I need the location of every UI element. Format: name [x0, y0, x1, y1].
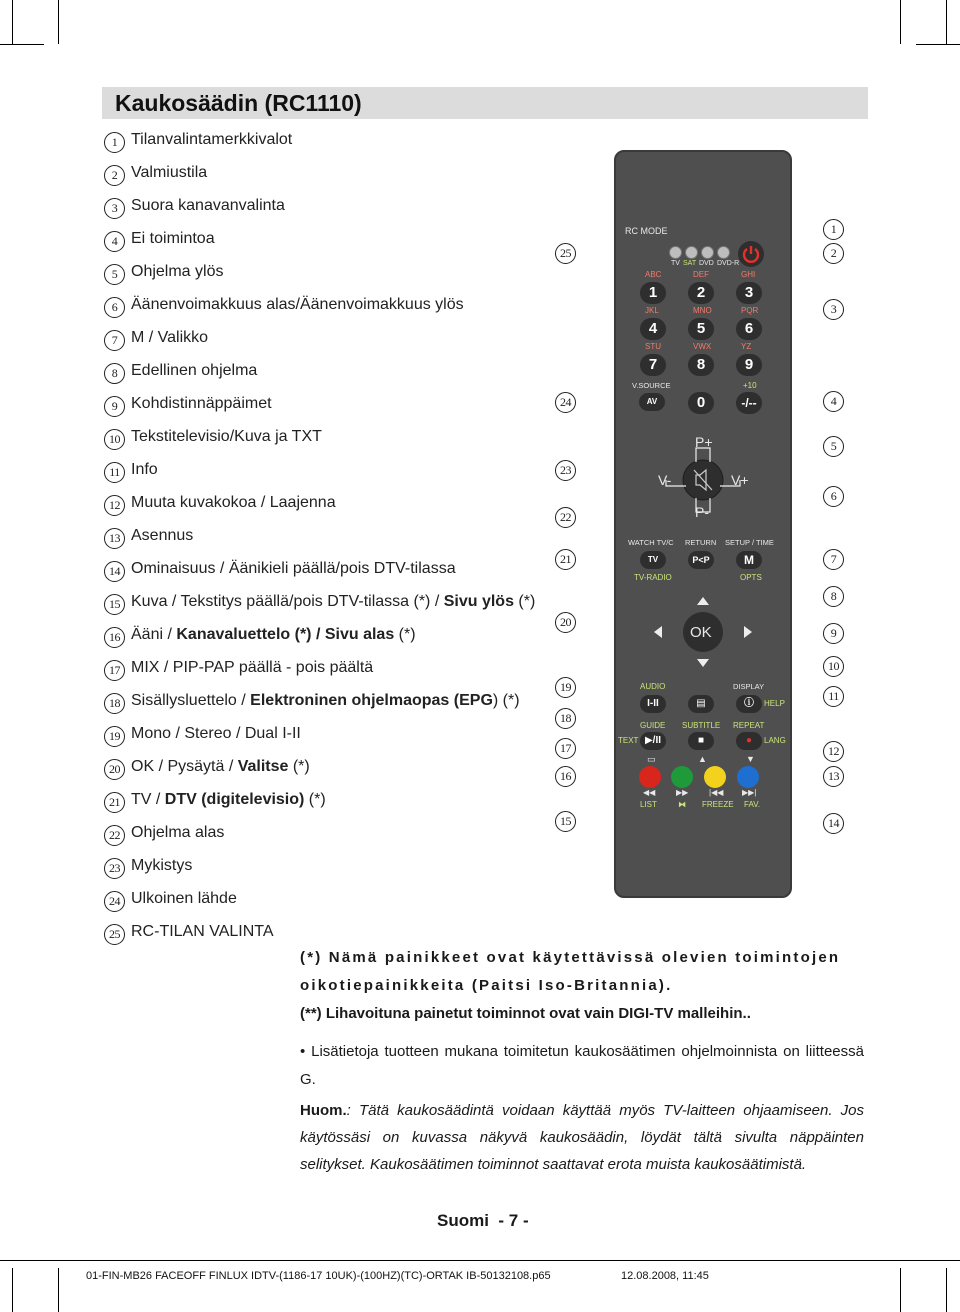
callout-number: 11 [823, 686, 844, 707]
legend-text [131, 428, 322, 446]
remote-control-image [614, 150, 792, 898]
legend-text [131, 560, 456, 578]
digit-button: 1 [640, 282, 666, 304]
legend-number: 3 [104, 198, 125, 219]
digit-button: 4 [640, 318, 666, 340]
legend-text-bold: DTV (digitelevisio) [164, 791, 305, 808]
crop-mark [12, 0, 13, 44]
legend-number: 16 [104, 627, 125, 648]
legend-text-main: Ohjelma alas [131, 824, 225, 841]
note-programming: • Lisätietoja tuotteen mukana toimitetun kaukosäätimen ohjelmoinnista on liitteessä G. [300, 1043, 864, 1088]
callout-number: 25 [555, 243, 576, 264]
key-letters-label: VWX [693, 342, 712, 351]
legend-text [131, 362, 257, 380]
legend-number: 7 [104, 330, 125, 351]
legend-item [104, 691, 554, 721]
callout-number: 2 [823, 243, 844, 264]
info-button: ⓘ [736, 695, 762, 713]
legend-item [104, 460, 554, 490]
callout-number: 6 [823, 486, 844, 507]
legend-item [104, 658, 554, 688]
legend-text-main: Ääni / [131, 626, 177, 643]
callout-number: 20 [555, 612, 576, 633]
legend-number: 8 [104, 363, 125, 384]
text-label: TEXT [618, 736, 639, 745]
yellow-button [704, 766, 726, 788]
legend-text [131, 725, 301, 743]
callout-number: 8 [823, 586, 844, 607]
legend-item [104, 196, 554, 226]
legend-text-bold: Elektroninen ohjelmaopas (EPG [250, 692, 493, 709]
legend-text-bold: Kanavaluettelo (*) / Sivu alas [176, 626, 395, 643]
p-minus-label: P- [695, 504, 709, 520]
legend-text-main: Ulkoinen lähde [131, 890, 237, 907]
legend-text [131, 494, 336, 512]
legend-item [104, 625, 554, 655]
legend-item [104, 394, 554, 424]
legend-item [104, 229, 554, 259]
legend-item [104, 493, 554, 523]
legend-text-main: Muuta kuvakokoa / Laajenna [131, 494, 336, 511]
i-ii-button: I-II [640, 695, 666, 713]
vsource-label: V.SOURCE [632, 381, 671, 390]
ok-button: OK [690, 624, 712, 641]
tv-button: TV [640, 551, 666, 569]
legend-text-main: M / Valikko [131, 329, 209, 346]
audio-label: AUDIO [640, 682, 666, 691]
legend-text-main: Edellinen ohjelma [131, 362, 258, 379]
callout-number: 7 [823, 549, 844, 570]
callout-number: 4 [823, 391, 844, 412]
callout-number: 21 [555, 549, 576, 570]
green-button [671, 766, 693, 788]
callout-number: 1 [823, 219, 844, 240]
key-letters-label: STU [645, 342, 661, 351]
legend-number: 22 [104, 825, 125, 846]
legend-text-main: Tilanvalintamerkkivalot [131, 131, 293, 148]
legend-number: 1 [104, 132, 125, 153]
callout-number: 3 [823, 299, 844, 320]
crop-mark [946, 1268, 947, 1312]
callout-number: 14 [823, 813, 844, 834]
legend-item [104, 559, 554, 589]
legend-text-main: RC-TILAN VALINTA [131, 923, 274, 940]
legend-number: 15 [104, 594, 125, 615]
plus10-label: +10 [743, 381, 757, 390]
legend-text-main: Suora kanavanvalinta [131, 197, 285, 214]
note-huom [300, 1097, 864, 1178]
callout-number: 23 [555, 460, 576, 481]
m-button: M [736, 551, 762, 569]
callout-number: 9 [823, 623, 844, 644]
legend-text-main: TV / [131, 791, 165, 808]
legend-number: 12 [104, 495, 125, 516]
legend-text [131, 296, 464, 314]
legend-text-main: OK / Pysäytä / [131, 758, 238, 775]
mode-led [685, 246, 698, 259]
legend-text-main: Valmiustila [131, 164, 208, 181]
digit-button: 7 [640, 354, 666, 376]
note-shortcut: (*) Nämä painikkeet ovat käytettävissä olevien toimintojen oikotiepainikkeita (Paitsi Iso-Britannia). [300, 949, 841, 994]
repeat-label: REPEAT [733, 721, 765, 730]
mode-led [669, 246, 682, 259]
key-letters-label: GHI [741, 270, 756, 279]
index-button: ▤ [688, 695, 714, 713]
legend-text [131, 824, 224, 842]
key-letters-label: JKL [645, 306, 659, 315]
callout-number: 15 [555, 811, 576, 832]
legend-text-main: Kohdistinnäppäimet [131, 395, 272, 412]
legend-item [104, 361, 554, 391]
footer-rule [0, 1260, 960, 1261]
huom-label: Huom. [300, 1102, 347, 1119]
legend-number: 25 [104, 924, 125, 945]
legend-text [131, 692, 520, 710]
legend-text-main: Mykistys [131, 857, 193, 874]
display-label: DISPLAY [733, 682, 765, 691]
legend-item [104, 790, 554, 820]
legend-item [104, 328, 554, 358]
legend-text [131, 131, 292, 149]
legend-number: 13 [104, 528, 125, 549]
legend-item [104, 889, 554, 919]
power-icon [738, 241, 764, 267]
help-label: HELP [764, 699, 785, 708]
legend-text-main: Tekstitelevisio/Kuva ja TXT [131, 428, 322, 445]
legend-item [104, 295, 554, 325]
digit-button: 8 [688, 354, 714, 376]
digit-button: 9 [736, 354, 762, 376]
legend-text-main: Ohjelma ylös [131, 263, 224, 280]
tv-radio-label: TV-RADIO [634, 573, 672, 582]
callout-number: 18 [555, 708, 576, 729]
callout-number: 16 [555, 766, 576, 787]
mix-icon: ⧓ [678, 800, 686, 809]
blue-button [737, 766, 759, 788]
legend-number: 9 [104, 396, 125, 417]
legend-number: 2 [104, 165, 125, 186]
av-button: AV [639, 393, 665, 411]
legend-text [131, 593, 535, 611]
legend-text-main: Info [131, 461, 158, 478]
p-plus-label: P+ [695, 434, 713, 450]
note-digi: (**) Lihavoituna painetut toiminnot ovat vain DIGI-TV malleihin.. [300, 1005, 751, 1022]
watch-label: WATCH TV/C [628, 538, 674, 547]
key-letters-label: MNO [693, 306, 712, 315]
legend-item [104, 724, 554, 754]
title-bar [102, 87, 868, 119]
digit-0-button: 0 [688, 392, 714, 414]
legend-text [131, 230, 215, 248]
mode-dvdr: DVD-R [717, 260, 740, 267]
legend-text [131, 857, 192, 875]
fav-label: FAV. [744, 800, 761, 809]
callout-number: 22 [555, 507, 576, 528]
mode-dvd: DVD [699, 260, 714, 267]
legend-text [131, 329, 208, 347]
forward-icon: ▶▶ [676, 788, 689, 797]
play-pause-button: ▶/II [640, 732, 666, 750]
legend-text [131, 626, 416, 644]
next-icon: ▶▶| [742, 788, 757, 797]
digit-button: 3 [736, 282, 762, 304]
record-button: ● [736, 732, 762, 750]
digit-button: 2 [688, 282, 714, 304]
callout-number: 5 [823, 436, 844, 457]
page-title: Kaukosäädin (RC1110) [115, 90, 362, 116]
legend-text-main: Ei toimintoa [131, 230, 215, 247]
freeze-label: FREEZE [702, 800, 734, 809]
legend-item [104, 163, 554, 193]
legend-item [104, 856, 554, 886]
legend-text-tail: (*) [288, 758, 310, 775]
legend-text [131, 164, 207, 182]
legend-text-main: Äänenvoimakkuus alas/Äänenvoimakkuus ylös [131, 296, 464, 313]
legend-item [104, 757, 554, 787]
legend-item [104, 130, 554, 160]
callout-number: 24 [555, 392, 576, 413]
legend-text [131, 395, 272, 413]
dash-button: -/-- [736, 392, 762, 414]
legend-text-main: MIX / PIP-PAP päällä - pois päältä [131, 659, 374, 676]
legend-text-main: Asennus [131, 527, 194, 544]
legend-text-bold: Sivu ylös [443, 593, 514, 610]
legend-text-bold: Valitse [237, 758, 289, 775]
legend-text-tail: (*) [304, 791, 326, 808]
callout-number: 17 [555, 738, 576, 759]
up-icon: ▲ [698, 754, 707, 764]
digit-button: 6 [736, 318, 762, 340]
legend-number: 4 [104, 231, 125, 252]
legend-item [104, 823, 554, 853]
red-button [639, 766, 661, 788]
setup-label: SETUP / TIME [725, 538, 774, 547]
v-plus-label: V+ [731, 472, 749, 488]
pp-button: P<P [688, 551, 714, 569]
crop-mark [58, 1268, 59, 1312]
mode-led [701, 246, 714, 259]
legend-number: 21 [104, 792, 125, 813]
crop-mark [900, 0, 901, 44]
legend-text [131, 758, 310, 776]
crop-mark [12, 1268, 13, 1312]
page-footer: Suomi - 7 - [437, 1211, 529, 1230]
print-info-left: 01-FIN-MB26 FACEOFF FINLUX IDTV-(1186-17 10UK)-(100HZ)(TC)-ORTAK IB-50132108.p65 [86, 1270, 551, 1282]
legend-number: 11 [104, 462, 125, 483]
legend-item [104, 262, 554, 292]
guide-label: GUIDE [640, 721, 666, 730]
legend-item [104, 592, 554, 622]
legend-number: 5 [104, 264, 125, 285]
crop-mark [900, 1268, 901, 1312]
legend-number: 6 [104, 297, 125, 318]
callout-number: 12 [823, 741, 844, 762]
legend-text-tail: ) (*) [492, 692, 520, 709]
legend-text-main: Sisällysluettelo / [131, 692, 251, 709]
callout-number: 13 [823, 766, 844, 787]
legend-text [131, 197, 285, 215]
legend-number: 20 [104, 759, 125, 780]
prev-icon: |◀◀ [709, 788, 724, 797]
huom-text: : Tätä kaukosäädintä voidaan käyttää myös TV-laitteen ohjaamiseen. Jos käytössäsi on kuvassa näkyvä kaukosäädin, löydät tältä sivulta näppäinten selitykset. Kaukosäätimen toiminnot saattavat erota muista kaukosäätimistä. [300, 1102, 864, 1173]
key-letters-label: PQR [741, 306, 759, 315]
mode-sat: SAT [683, 260, 697, 267]
stop-button: ■ [688, 732, 714, 750]
v-minus-label: V- [658, 472, 672, 488]
return-label: RETURN [685, 538, 717, 547]
legend-item [104, 526, 554, 556]
legend-number: 24 [104, 891, 125, 912]
down-icon: ▼ [746, 754, 755, 764]
legend-number: 23 [104, 858, 125, 879]
crop-mark [946, 0, 947, 44]
opts-label: OPTS [740, 573, 762, 582]
legend-number: 19 [104, 726, 125, 747]
print-info-right: 12.08.2008, 11:45 [621, 1270, 709, 1282]
rc-mode-label: RC MODE [625, 226, 668, 236]
crop-mark [58, 0, 59, 44]
legend-text [131, 791, 326, 809]
crop-mark [916, 44, 960, 45]
legend-text [131, 263, 223, 281]
crop-mark [0, 44, 44, 45]
key-letters-label: ABC [645, 270, 662, 279]
legend-number: 18 [104, 693, 125, 714]
legend-text-tail: (*) [513, 593, 536, 610]
key-letters-label: YZ [741, 342, 752, 351]
legend-text [131, 527, 193, 545]
legend-text [131, 923, 274, 941]
legend-text-main: Mono / Stereo / Dual I-II [131, 725, 301, 742]
legend-text-tail: (*) [394, 626, 416, 643]
pip-icon: ▭ [647, 754, 656, 764]
subtitle-label: SUBTITLE [682, 721, 721, 730]
legend-number: 14 [104, 561, 125, 582]
legend-text-main: Ominaisuus / Äänikieli päällä/pois DTV-tilassa [131, 560, 456, 577]
rewind-icon: ◀◀ [643, 788, 656, 797]
list-label: LIST [640, 800, 657, 809]
legend-text [131, 659, 373, 677]
legend-text-main: Kuva / Tekstitys päällä/pois DTV-tilassa (*) / [131, 593, 444, 610]
legend-item [104, 427, 554, 457]
callout-number: 19 [555, 677, 576, 698]
legend-number: 17 [104, 660, 125, 681]
lang-label: LANG [764, 736, 786, 745]
mode-tv: TV [671, 260, 680, 267]
mode-led [717, 246, 730, 259]
legend-number: 10 [104, 429, 125, 450]
legend-text [131, 890, 237, 908]
legend-text [131, 461, 158, 479]
digit-button: 5 [688, 318, 714, 340]
callout-number: 10 [823, 656, 844, 677]
key-letters-label: DEF [693, 270, 709, 279]
